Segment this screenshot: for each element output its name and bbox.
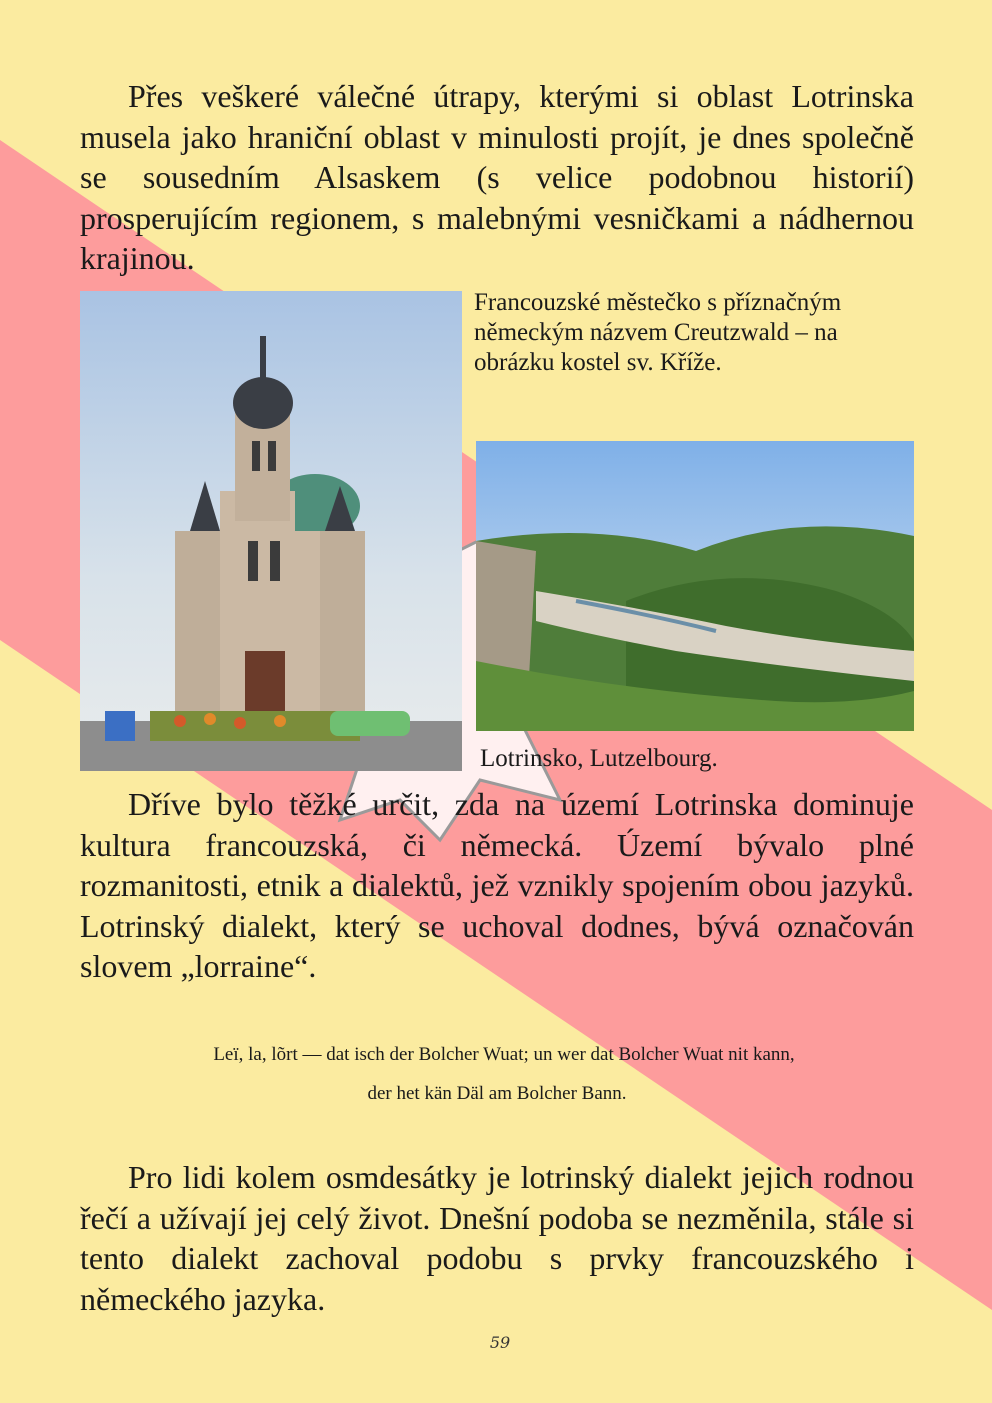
- valley-photo: [476, 441, 914, 731]
- valley-caption: Lotrinsko, Lutzelbourg.: [480, 745, 718, 772]
- paragraph-intro: Přes veškeré válečné útrapy, kterými si oblast Lotrinska musela jako hraniční oblast v minulosti projít, je dnes společně se sousedním Alsaskem (s velice podobnou historií) prosperujícím regionem, s malebnými vesničkami a nádhernou krajinou.: [80, 78, 914, 276]
- dialect-quote-line-1: Leï, la, lõrt — dat isch der Bolcher Wuat; un wer dat Bolcher Wuat nit kann,: [213, 1044, 795, 1065]
- church-caption: Francouzské městečko s příznačným německým názvem Creutzwald – na obrázku kostel sv. Kříže.: [474, 289, 842, 376]
- paragraph-culture: Dříve bylo těžké určit, zda na území Lotrinska dominuje kultura francouzská, či německá. Území bývalo plné rozmanitosti, etnik a dialektů, jež vznikly spojením obou jazyků. Lotrinský dialekt, který se uchoval dodnes, bývá označován slovem „lorraine“.: [80, 786, 914, 984]
- page-number: 59: [489, 1333, 511, 1352]
- dialect-quote-line-2: der het kän Däl am Bolcher Bann.: [367, 1083, 627, 1104]
- paragraph-dialect: Pro lidi kolem osmdesátky je lotrinský dialekt jejich rodnou řečí a užívají jej celý život. Dnešní podoba se nezměnila, stále si tento dialekt zachoval podobu s prvky francouzského i německého jazyka.: [80, 1159, 914, 1317]
- church-photo: [80, 291, 462, 771]
